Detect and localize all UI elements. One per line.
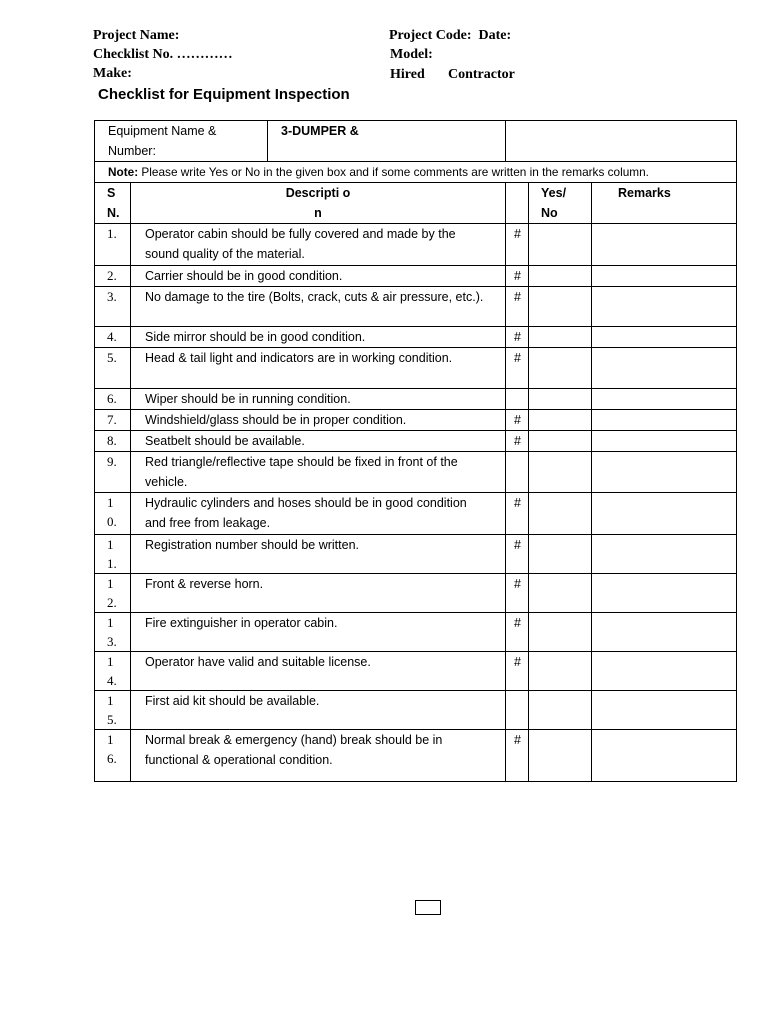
row-remarks-cell[interactable] (592, 410, 737, 431)
row-remarks-cell[interactable] (592, 431, 737, 452)
description-header: Descripti on (285, 186, 351, 220)
row-number: 1 0. (107, 495, 117, 529)
inspection-table (94, 120, 737, 782)
row-number: 1 6. (107, 732, 117, 766)
row-mark: # (506, 730, 529, 782)
row-remarks-cell[interactable] (592, 224, 737, 266)
row-mark: # (506, 287, 529, 327)
project-code-date-label: Project Code: Date: (389, 28, 512, 43)
row-remarks-cell[interactable] (592, 574, 737, 613)
equipment-name-value[interactable]: 3-DUMPER & (281, 124, 359, 138)
row-remarks-cell[interactable] (592, 691, 737, 730)
row-number: 7. (107, 412, 117, 427)
checklist-no-label: Checklist No. ………… (93, 47, 233, 62)
make-label: Make: (93, 66, 132, 81)
row-number: 2. (107, 268, 117, 283)
row-mark: # (506, 574, 529, 613)
row-number: 8. (107, 433, 117, 448)
row-number: 3. (107, 289, 117, 304)
note-prefix: Note: (108, 165, 139, 179)
equipment-name-label: Equipment Name & Number: (95, 121, 268, 161)
remarks-header: Remarks (592, 183, 737, 224)
table-row (95, 431, 737, 452)
row-mark: # (506, 652, 529, 691)
row-description: Operator have valid and suitable license. (131, 652, 506, 691)
row-description: Wiper should be in running condition. (131, 389, 506, 410)
page-number-box (415, 900, 441, 915)
page-title: Checklist for Equipment Inspection (98, 86, 350, 103)
table-row (95, 224, 737, 266)
row-yes-no-cell[interactable] (529, 224, 592, 266)
note-row (95, 162, 737, 183)
row-remarks-cell[interactable] (592, 613, 737, 652)
sn-header: S N. (107, 186, 120, 220)
row-yes-no-cell[interactable] (529, 266, 592, 287)
table-row (95, 452, 737, 493)
row-remarks-cell[interactable] (592, 266, 737, 287)
row-mark: # (506, 410, 529, 431)
row-description: First aid kit should be available. (131, 691, 506, 730)
row-remarks-cell[interactable] (592, 389, 737, 410)
row-number: 1 3. (107, 615, 117, 649)
row-number: 5. (107, 350, 117, 365)
row-description: Carrier should be in good condition. (131, 266, 506, 287)
table-row (95, 652, 737, 691)
row-description: Operator cabin should be fully covered and made by the sound quality of the material. (131, 224, 506, 266)
row-description: Red triangle/reflective tape should be fixed in front of the vehicle. (131, 452, 506, 493)
row-description: Head & tail light and indicators are in working condition. (131, 348, 506, 389)
table-row (95, 493, 737, 535)
row-number: 9. (107, 454, 117, 469)
row-description: Seatbelt should be available. (131, 431, 506, 452)
row-remarks-cell[interactable] (592, 287, 737, 327)
row-remarks-cell[interactable] (592, 452, 737, 493)
row-yes-no-cell[interactable] (529, 452, 592, 493)
row-mark: # (506, 493, 529, 535)
row-number: 1 4. (107, 654, 117, 688)
row-yes-no-cell[interactable] (529, 348, 592, 389)
row-mark: # (506, 431, 529, 452)
table-row (95, 574, 737, 613)
row-yes-no-cell[interactable] (529, 652, 592, 691)
row-description: Fire extinguisher in operator cabin. (131, 613, 506, 652)
row-mark: # (506, 224, 529, 266)
row-description: No damage to the tire (Bolts, crack, cuts & air pressure, etc.). (131, 287, 506, 327)
table-row (95, 327, 737, 348)
note-text (95, 162, 737, 183)
row-description: Windshield/glass should be in proper condition. (131, 410, 506, 431)
row-number: 1 1. (107, 537, 117, 571)
row-remarks-cell[interactable] (592, 348, 737, 389)
equipment-row (95, 121, 737, 162)
yes-no-header: Yes/ No (541, 186, 567, 220)
table-row (95, 348, 737, 389)
row-yes-no-cell[interactable] (529, 535, 592, 574)
row-yes-no-cell[interactable] (529, 691, 592, 730)
row-remarks-cell[interactable] (592, 493, 737, 535)
model-label: Model: (390, 47, 433, 62)
row-yes-no-cell[interactable] (529, 493, 592, 535)
row-remarks-cell[interactable] (592, 652, 737, 691)
table-row (95, 389, 737, 410)
row-yes-no-cell[interactable] (529, 327, 592, 348)
row-mark: # (506, 348, 529, 389)
row-yes-no-cell[interactable] (529, 574, 592, 613)
row-remarks-cell[interactable] (592, 535, 737, 574)
column-header-row (95, 183, 737, 224)
table-row (95, 691, 737, 730)
table-row (95, 287, 737, 327)
row-description: Hydraulic cylinders and hoses should be in good condition and free from leakage. (131, 493, 506, 535)
contractor-label: Contractor (448, 67, 515, 82)
row-number: 4. (107, 329, 117, 344)
hired-label: Hired (390, 67, 425, 82)
row-yes-no-cell[interactable] (529, 389, 592, 410)
row-description: Normal break & emergency (hand) break should be in functional & operational condition. (131, 730, 506, 782)
row-mark: # (506, 613, 529, 652)
table-row (95, 730, 737, 782)
row-number: 1 5. (107, 693, 117, 727)
row-description: Front & reverse horn. (131, 574, 506, 613)
row-mark (506, 389, 529, 410)
row-description: Registration number should be written. (131, 535, 506, 574)
row-yes-no-cell[interactable] (529, 287, 592, 327)
row-number: 1 2. (107, 576, 117, 610)
row-number: 1. (107, 226, 117, 241)
row-mark (506, 452, 529, 493)
row-yes-no-cell[interactable] (529, 730, 592, 782)
row-mark: # (506, 327, 529, 348)
table-row (95, 535, 737, 574)
row-description: Side mirror should be in good condition. (131, 327, 506, 348)
row-yes-no-cell[interactable] (529, 613, 592, 652)
row-mark: # (506, 266, 529, 287)
row-mark: # (506, 535, 529, 574)
table-row (95, 613, 737, 652)
row-number: 6. (107, 391, 117, 406)
row-mark (506, 691, 529, 730)
project-name-label: Project Name: (93, 28, 180, 43)
note-body: Please write Yes or No in the given box and if some comments are written in the remarks column. (138, 165, 649, 179)
row-yes-no-cell[interactable] (529, 431, 592, 452)
row-remarks-cell[interactable] (592, 327, 737, 348)
table-row (95, 266, 737, 287)
row-yes-no-cell[interactable] (529, 410, 592, 431)
table-row (95, 410, 737, 431)
row-remarks-cell[interactable] (592, 730, 737, 782)
